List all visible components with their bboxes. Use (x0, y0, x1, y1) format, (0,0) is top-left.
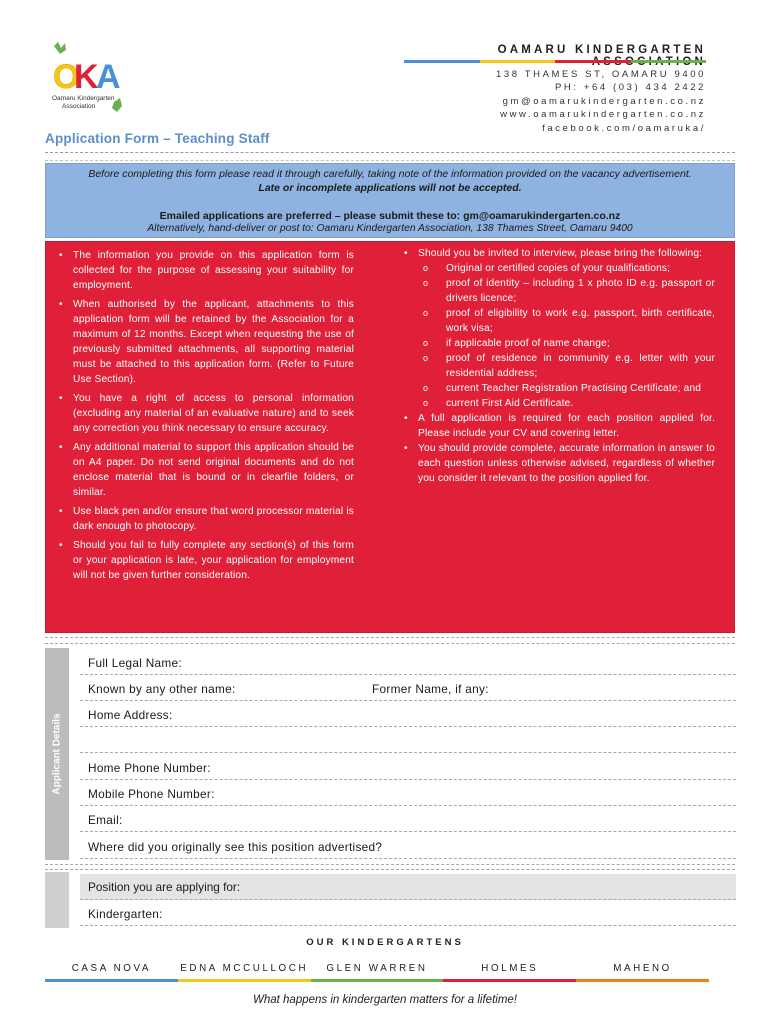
note-item: • Any additional material to support this application should be on A4 paper. Do not send original documents and do not enclose material that is bound or in clearfile folders, or similar. (58, 440, 354, 500)
instructions-box (45, 163, 735, 238)
applicant-details-label: Applicant Details (51, 713, 63, 795)
interview-note (403, 246, 715, 411)
svg-text:A: A (96, 58, 121, 96)
full-legal-name-label: Full Legal Name: (88, 656, 182, 670)
svg-text:Association: Association (62, 103, 96, 110)
intro-text: Before completing this form please read it through carefully, taking note of the information provided on the vacancy advertisement. (88, 168, 692, 180)
kindergarten-label: Kindergarten: (88, 907, 163, 921)
oka-logo (44, 40, 130, 120)
where-seen-label: Where did you originally see this position advertised? (88, 840, 383, 854)
home-address-line-2[interactable] (80, 729, 736, 753)
interview-item: o if applicable proof of name change; (418, 336, 715, 351)
home-phone-field[interactable] (80, 756, 736, 780)
tagline: What happens in kindergarten matters for a lifetime! (253, 994, 517, 1006)
notes-left-column (58, 248, 354, 587)
association-name: OAMARU KINDERGARTEN (497, 44, 706, 56)
address: 138 THAMES ST, OAMARU 9400 (496, 69, 706, 80)
note-item: • The information you provide on this application form is collected for the purpose of assessing your suitability for employment. (58, 248, 354, 293)
home-address-label: Home Address: (88, 708, 173, 722)
former-name-label: Former Name, if any: (372, 682, 489, 696)
mobile-phone-label: Mobile Phone Number: (88, 787, 215, 801)
kindergarten-maheno: MAHENO (576, 963, 709, 982)
note-item: • Should you fail to fully complete any section(s) of this form or your application is late, your application for employment will not be given further consideration. (58, 538, 354, 583)
interview-item: o current Teacher Registration Practising Certificate; and (418, 381, 715, 396)
contact-block (404, 68, 706, 135)
interview-item: o proof of identity – including 1 x photo ID e.g. passport or drivers licence; (418, 276, 715, 306)
full-legal-name-field[interactable] (80, 651, 736, 675)
divider (45, 869, 735, 870)
home-phone-label: Home Phone Number: (88, 761, 211, 775)
where-seen-field[interactable] (80, 835, 736, 859)
interview-item: o Original or certified copies of your qualifications; (418, 261, 715, 276)
divider (45, 643, 735, 644)
note-item: • When authorised by the applicant, attachments to this application form will be retained by the Association for a maximum of 12 months. Except when requesting the use of previously submitted attachments, all supporting material must be attached to this application form. (Refer to Future Use Section). (58, 297, 354, 387)
known-by-field[interactable] (80, 677, 736, 701)
email-field[interactable] (80, 808, 736, 832)
email-link[interactable]: gm@oamarukindergarten.co.nz (502, 95, 706, 107)
interview-item: o current First Aid Certificate. (418, 396, 715, 411)
interview-item: o proof of residence in community e.g. letter with your residential address; (418, 351, 715, 381)
mobile-phone-field[interactable] (80, 782, 736, 806)
note-item: • Use black pen and/or ensure that word processor material is dark enough to photocopy. (58, 504, 354, 534)
home-address-field[interactable] (80, 703, 736, 727)
interview-intro: Should you be invited to interview, please bring the following: (418, 248, 703, 259)
notes-right-column (403, 246, 715, 486)
instructions-intro (46, 167, 734, 195)
divider (45, 637, 735, 638)
form-title: Application Form – Teaching Staff (45, 131, 270, 146)
divider (45, 152, 735, 153)
kindergarten-holmes: HOLMES (443, 963, 576, 982)
email-label: Email: (88, 813, 123, 827)
phone: PH: +64 (03) 434 2422 (555, 82, 706, 94)
facebook-link[interactable]: facebook.com/oamaruka/ (542, 122, 706, 134)
svg-text:K: K (74, 58, 99, 96)
known-by-label: Known by any other name: (88, 682, 236, 696)
divider (45, 864, 735, 865)
note-item: • You should provide complete, accurate information in answer to each question unless otherwise advised, regardless of whether you consider it relevant to the position applied for. (403, 441, 715, 486)
late-warning: Late or incomplete applications will not be accepted. (258, 182, 522, 194)
position-tab (45, 872, 69, 928)
note-item: • You have a right of access to personal information (excluding any material of an evaluative nature) and to seek any correction you think necessary to ensure accuracy. (58, 391, 354, 436)
post-instruction: Alternatively, hand-deliver or post to: Oamaru Kindergarten Association, 138 Thames Street, Oamaru 9400 (147, 223, 633, 234)
kindergarten-edna-mcculloch: EDNA MCCULLOCH (178, 963, 311, 982)
interview-item: o proof of eligibility to work e.g. passport, birth certificate, work visa; (418, 306, 715, 336)
position-label: Position you are applying for: (88, 880, 241, 894)
color-bar (404, 60, 706, 63)
note-item: • A full application is required for each position applied for. Please include your CV and covering letter. (403, 411, 715, 441)
divider (45, 160, 735, 161)
svg-text:Oamaru Kindergarten: Oamaru Kindergarten (52, 95, 115, 102)
position-field[interactable] (80, 874, 736, 900)
kindergarten-list (45, 963, 709, 982)
website-link[interactable]: www.oamarukindergarten.co.nz (500, 109, 706, 121)
kindergarten-field[interactable] (80, 902, 736, 926)
our-kindergartens-heading: OUR KINDERGARTENS (306, 937, 464, 948)
email-instruction: Emailed applications are preferred – please submit these to: gm@oamarukindergarten.co.nz (159, 210, 621, 222)
applicant-details-tab (45, 648, 69, 860)
notes-box (45, 241, 735, 633)
kindergarten-glen-warren: GLEN WARREN (311, 963, 444, 982)
kindergarten-casa-nova: CASA NOVA (45, 963, 178, 982)
svg-text:O: O (53, 58, 80, 96)
